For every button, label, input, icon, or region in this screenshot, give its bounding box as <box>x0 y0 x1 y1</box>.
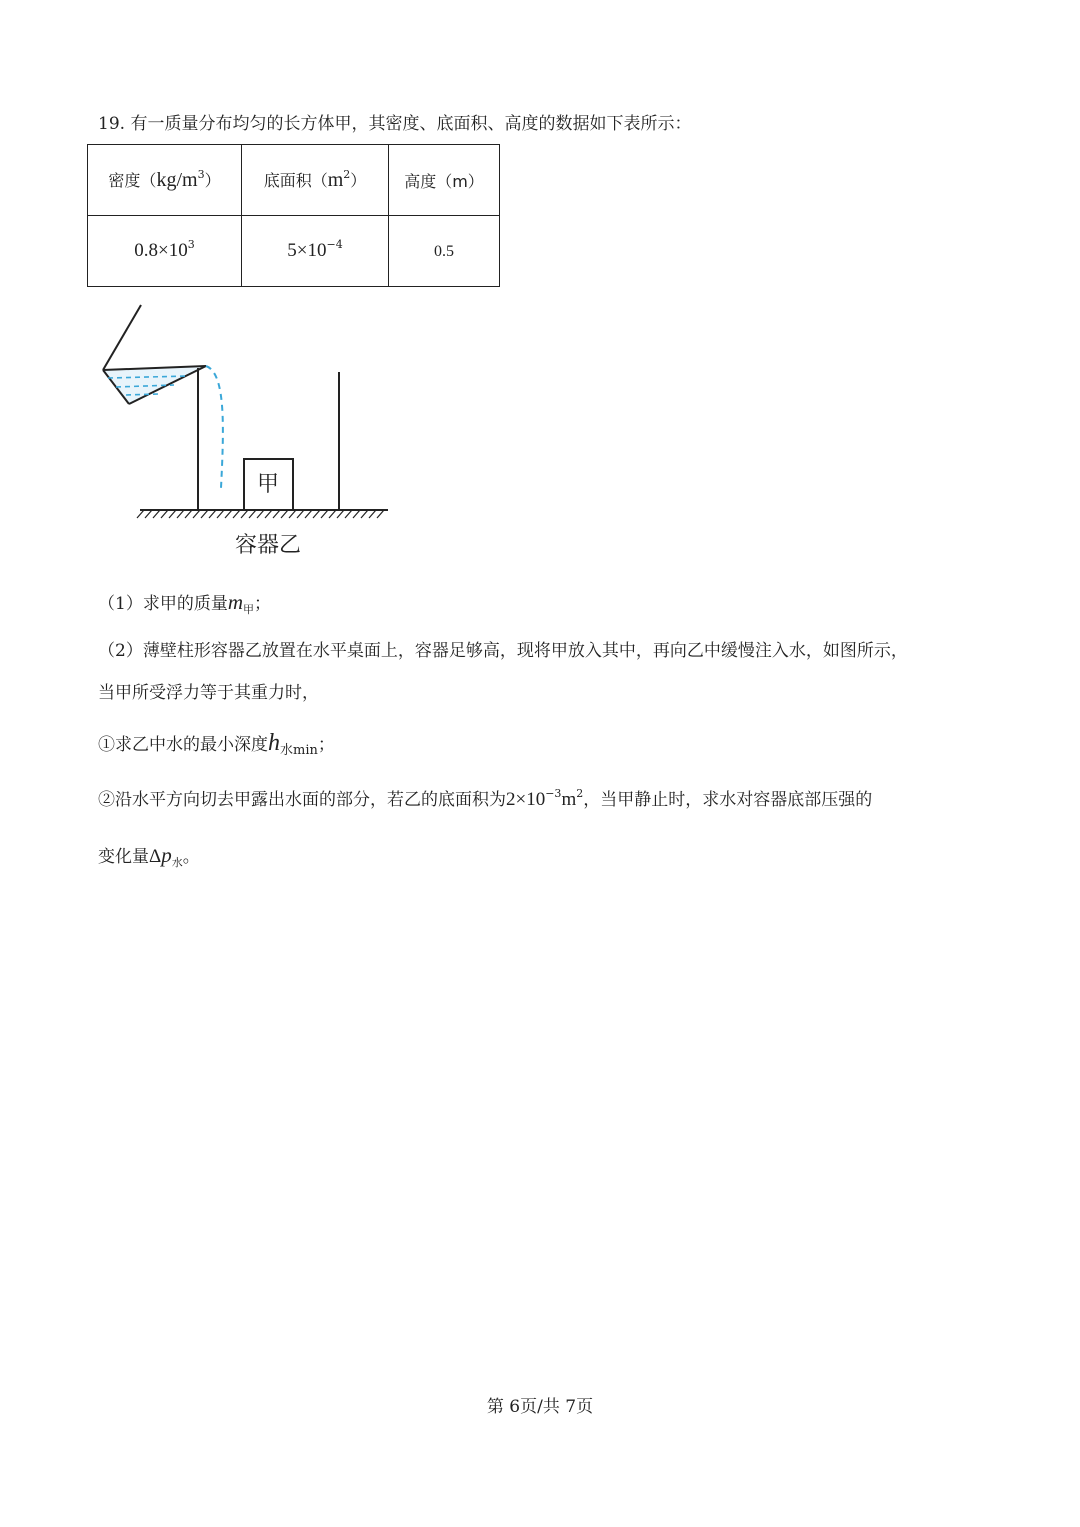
part-1: （1）求甲的质量$m_甲$； <box>98 590 271 616</box>
header-height: 高度（m） <box>389 145 500 216</box>
value-height: 0.5 <box>389 216 500 287</box>
ground-hatching <box>137 510 384 518</box>
question-intro <box>98 112 691 136</box>
experiment-figure <box>96 298 396 560</box>
value-base-area: $5\times 10^{-4}$ <box>242 216 389 287</box>
part-2-line-1: （2）薄壁柱形容器乙放置在水平桌面上，容器足够高，现将甲放入其中，再向乙中缓慢注入水，如图所示， <box>98 641 908 661</box>
data-table <box>87 144 500 287</box>
sub-question-2-line-2: 变化量$\Delta p_水$。 <box>98 843 200 869</box>
part-2-line-2: 当甲所受浮力等于其重力时， <box>98 683 319 703</box>
header-density: 密度$(kg/m^3)$ <box>88 145 242 216</box>
pouring-beaker <box>103 305 206 404</box>
depth-symbol: h <box>268 730 280 756</box>
pressure-symbol: p <box>161 843 172 867</box>
table-header-row <box>88 145 500 216</box>
container-label: 容器乙 <box>234 533 302 558</box>
page-footer: 第 6页/共 7页 <box>486 1397 594 1417</box>
block-jia-label: 甲 <box>256 472 280 497</box>
mass-symbol: m <box>227 590 243 614</box>
question-number: 19. <box>98 114 126 134</box>
header-base-area: 底面积$(m^2)$ <box>242 145 389 216</box>
sub-question-1: ①求乙中水的最小深度$h_{水min}$； <box>98 730 335 758</box>
sub-question-2-line-1: ②沿水平方向切去甲露出水面的部分，若乙的底面积为$2\times 10^{-3}m^2$，当甲静止时，求水对容器底部压强的 <box>98 787 873 810</box>
water-stream <box>206 366 223 488</box>
question-intro-text: 有一质量分布均匀的长方体甲，其密度、底面积、高度的数据如下表所示： <box>130 114 692 134</box>
table-value-row <box>88 216 500 287</box>
value-density: $0.8\times 10^3$ <box>88 216 242 287</box>
